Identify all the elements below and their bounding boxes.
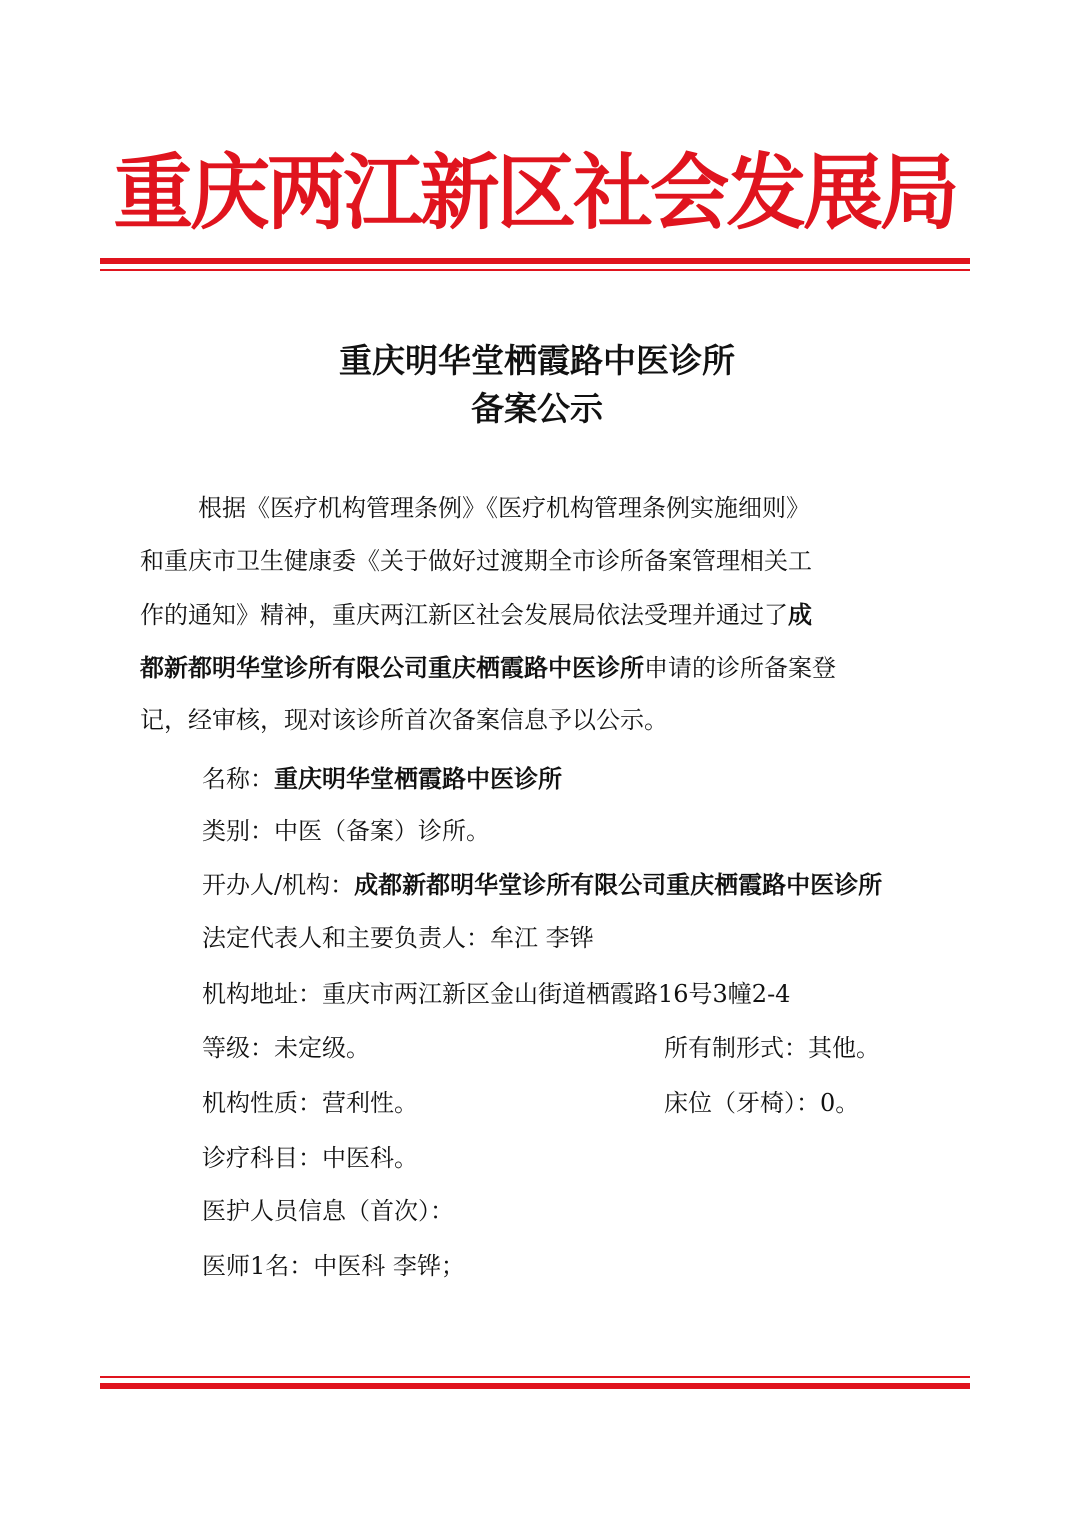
body-line-5: 记，经审核，现对该诊所首次备案信息予以公示。: [140, 706, 668, 734]
field-category-label: 类别：: [202, 817, 274, 845]
field-staff-label: 医护人员信息（首次）：: [202, 1197, 454, 1225]
field-beds-value: 0。: [820, 1089, 860, 1117]
field-beds-label: 床位（牙椅）：: [664, 1089, 820, 1117]
body-line-4-bold: 都新都明华堂诊所有限公司重庆栖霞路中医诊所: [140, 653, 644, 682]
field-doctors: [202, 1240, 465, 1293]
field-departments-value: 中医科。: [322, 1144, 418, 1172]
body-paragraph: [140, 482, 940, 747]
field-organizer-label: 开办人/机构：: [202, 871, 355, 899]
field-ownership: [664, 1022, 880, 1075]
field-nature-label: 机构性质：: [202, 1089, 322, 1117]
body-line-3: [140, 588, 940, 641]
field-departments: [202, 1132, 418, 1185]
field-nature-value: 营利性。: [322, 1089, 418, 1117]
field-organizer-value: 成都新都明华堂诊所有限公司重庆栖霞路中医诊所: [354, 870, 883, 899]
field-name-value: 重庆明华堂栖霞路中医诊所: [274, 764, 562, 793]
field-grade-value: 未定级。: [274, 1034, 370, 1062]
field-doctors-label: 医师1名：: [202, 1252, 314, 1280]
field-ownership-value: 其他。: [808, 1034, 880, 1062]
body-line-4-text: 申请的诊所备案登: [644, 654, 836, 682]
notice-title-line1: 重庆明华堂栖霞路中医诊所: [339, 341, 735, 380]
masthead-org-name: 重庆两江新区社会发展局: [113, 146, 957, 241]
notice-title-line2: 备案公示: [471, 389, 603, 428]
body-line-2: 和重庆市卫生健康委《关于做好过渡期全市诊所备案管理相关工: [140, 547, 812, 575]
field-nature: [202, 1077, 418, 1130]
field-doctors-value: 中医科 李铧；: [313, 1252, 465, 1280]
body-line-3-text: 作的通知》精神，重庆两江新区社会发展局依法受理并通过了: [140, 601, 788, 629]
field-departments-label: 诊疗科目：: [202, 1144, 322, 1172]
field-ownership-label: 所有制形式：: [664, 1034, 808, 1062]
header-rule-thick: [100, 258, 970, 264]
field-grade-label: 等级：: [202, 1034, 274, 1062]
field-legal-rep-value: 牟江 李铧: [490, 924, 594, 952]
field-address-label: 机构地址：: [202, 980, 322, 1008]
field-staff-heading: [202, 1185, 454, 1238]
field-category-value: 中医（备案）诊所。: [274, 817, 490, 845]
field-category: [202, 805, 490, 858]
body-line-3-bold: 成: [788, 600, 812, 629]
header-rule-thin: [100, 269, 970, 271]
field-name-label: 名称：: [202, 765, 274, 793]
field-legal-rep: [202, 912, 594, 965]
field-address-value: 重庆市两江新区金山街道栖霞路16号3幢2-4: [322, 980, 791, 1008]
field-beds: [664, 1077, 859, 1130]
field-organizer: [202, 858, 882, 912]
field-address: [202, 968, 790, 1021]
footer-rule-thick: [100, 1383, 970, 1389]
footer-rule-thin: [100, 1376, 970, 1378]
body-line-1: 根据《医疗机构管理条例》《医疗机构管理条例实施细则》: [198, 494, 810, 522]
field-legal-rep-label: 法定代表人和主要负责人：: [202, 924, 490, 952]
body-line-4: [140, 641, 940, 694]
field-name: [202, 752, 562, 806]
field-grade: [202, 1022, 370, 1075]
